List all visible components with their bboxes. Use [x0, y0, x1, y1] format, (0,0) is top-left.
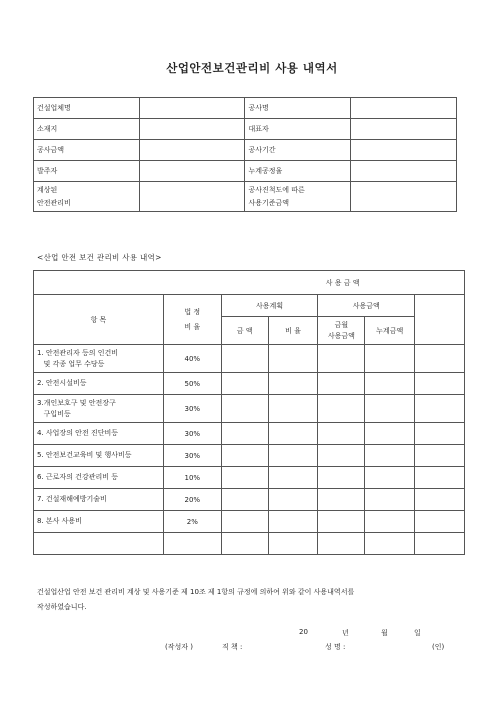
- usage-cell[interactable]: [318, 489, 365, 511]
- info-label: 공사진척도에 따른 사용기준금액: [245, 182, 351, 212]
- usage-cell[interactable]: [415, 345, 465, 373]
- usage-cell[interactable]: [221, 467, 268, 489]
- usage-cell[interactable]: [365, 395, 415, 423]
- usage-rate: 50%: [163, 373, 221, 395]
- usage-cell[interactable]: [221, 511, 268, 533]
- date-day: 일: [414, 629, 421, 637]
- date-year: 20: [299, 628, 308, 636]
- info-value[interactable]: [139, 161, 245, 182]
- usage-cell[interactable]: [268, 423, 318, 445]
- usage-cell[interactable]: [268, 395, 318, 423]
- document-title: 산업안전보건관리비 사용 내역서: [166, 61, 338, 75]
- sign-name: 성 명 :: [325, 643, 346, 651]
- table-row: [34, 423, 465, 445]
- usage-item: 1. 안전관리자 등의 인건비 및 각종 업무 수당등: [34, 345, 164, 373]
- usage-item: 5. 안전보건교육비 및 행사비등: [34, 445, 164, 467]
- info-label: 대표자: [245, 119, 351, 140]
- usage-cell[interactable]: [318, 423, 365, 445]
- usage-item: 6. 근로자의 건강관리비 등: [34, 467, 164, 489]
- used-header: 사용금액: [318, 295, 415, 317]
- usage-rate: 30%: [163, 423, 221, 445]
- usage-rate: 40%: [163, 345, 221, 373]
- info-row: [34, 161, 457, 182]
- usage-cell[interactable]: [268, 445, 318, 467]
- usage-cell[interactable]: [318, 373, 365, 395]
- usage-cell[interactable]: [415, 395, 465, 423]
- usage-cell[interactable]: [415, 373, 465, 395]
- usage-cell[interactable]: [221, 445, 268, 467]
- info-label: 소재지: [34, 119, 140, 140]
- usage-item: 7. 건설재해예방기술비: [34, 489, 164, 511]
- usage-cell[interactable]: [221, 395, 268, 423]
- sign-seal: (인): [432, 643, 445, 651]
- blank-header: [415, 295, 465, 345]
- table-row: [34, 489, 465, 511]
- usage-cell[interactable]: [268, 467, 318, 489]
- sub-header-amount: 금 액: [221, 317, 268, 345]
- date-year-unit: 년: [342, 629, 349, 637]
- table-row: [34, 395, 465, 423]
- usage-rate: 30%: [163, 445, 221, 467]
- info-label: 누계공정율: [245, 161, 351, 182]
- info-value[interactable]: [139, 140, 245, 161]
- rate-header: 법 정 비 율: [163, 295, 221, 345]
- sub-header-total: 누계금액: [365, 317, 415, 345]
- usage-cell[interactable]: [221, 423, 268, 445]
- usage-rate: 2%: [163, 511, 221, 533]
- info-value[interactable]: [139, 119, 245, 140]
- usage-cell[interactable]: [221, 533, 268, 555]
- usage-rate: 30%: [163, 395, 221, 423]
- usage-cell[interactable]: [365, 345, 415, 373]
- info-label: 공사기간: [245, 140, 351, 161]
- info-label: 계상된 안전관리비: [34, 182, 140, 212]
- table-row: [34, 533, 465, 555]
- sub-header-ratio: 비 율: [268, 317, 318, 345]
- usage-cell[interactable]: [318, 467, 365, 489]
- info-label: 공사명: [245, 98, 351, 119]
- usage-header-blank: [34, 271, 222, 295]
- usage-cell[interactable]: [415, 489, 465, 511]
- table-row: [34, 511, 465, 533]
- usage-cell[interactable]: [318, 395, 365, 423]
- section-title: <산업 안전 보건 관리비 사용 내역>: [37, 253, 162, 262]
- usage-cell[interactable]: [415, 467, 465, 489]
- plan-header: 사용계획: [221, 295, 318, 317]
- sign-position: 직 책 :: [222, 643, 243, 651]
- info-value[interactable]: [139, 182, 245, 212]
- info-label: 건설업체명: [34, 98, 140, 119]
- usage-cell[interactable]: [318, 511, 365, 533]
- usage-cell[interactable]: [318, 533, 365, 555]
- usage-cell[interactable]: [365, 489, 415, 511]
- info-value[interactable]: [351, 119, 457, 140]
- table-row: [34, 445, 465, 467]
- info-value[interactable]: [351, 98, 457, 119]
- info-row: [34, 140, 457, 161]
- usage-cell[interactable]: [415, 533, 465, 555]
- usage-cell[interactable]: [221, 373, 268, 395]
- info-label: 공사금액: [34, 140, 140, 161]
- usage-cell[interactable]: [365, 533, 415, 555]
- usage-cell[interactable]: [365, 467, 415, 489]
- sign-author: (작성자 ): [165, 643, 193, 651]
- usage-cell[interactable]: [365, 511, 415, 533]
- usage-item: [34, 533, 164, 555]
- sub-header-month: 금월 사용금액: [318, 317, 365, 345]
- usage-rate: 10%: [163, 467, 221, 489]
- usage-cell[interactable]: [415, 445, 465, 467]
- item-header: 항 목: [34, 295, 164, 345]
- usage-cell[interactable]: [415, 423, 465, 445]
- table-row: [34, 373, 465, 395]
- info-table: [33, 97, 457, 212]
- usage-cell[interactable]: [268, 533, 318, 555]
- usage-item: 8. 본사 사용비: [34, 511, 164, 533]
- usage-cell[interactable]: [268, 489, 318, 511]
- info-row: [34, 119, 457, 140]
- usage-cell[interactable]: [415, 511, 465, 533]
- usage-cell[interactable]: [221, 489, 268, 511]
- usage-cell[interactable]: [365, 423, 415, 445]
- info-row: [34, 98, 457, 119]
- table-row: [34, 345, 465, 373]
- info-value[interactable]: [351, 161, 457, 182]
- usage-cell[interactable]: [318, 345, 365, 373]
- usage-rate: 20%: [163, 489, 221, 511]
- info-value[interactable]: [139, 98, 245, 119]
- usage-rate: [163, 533, 221, 555]
- date-month: 월: [381, 629, 388, 637]
- usage-cell[interactable]: [365, 373, 415, 395]
- usage-item: 3.개인보호구 및 안전장구 구입비등: [34, 395, 164, 423]
- usage-item: 2. 안전시설비등: [34, 373, 164, 395]
- footer-statement: 건설업산업 안전 보건 관리비 계상 및 사용기준 제 10조 제 1항의 규정에 의하여 위와 같이 사용내역서를 작성하였습니다.: [37, 588, 355, 611]
- info-value[interactable]: [351, 140, 457, 161]
- usage-cell[interactable]: [365, 445, 415, 467]
- table-row: [34, 467, 465, 489]
- usage-table: [33, 270, 465, 555]
- usage-cell[interactable]: [318, 445, 365, 467]
- info-row: [34, 182, 457, 212]
- usage-cell[interactable]: [268, 373, 318, 395]
- usage-cell[interactable]: [268, 345, 318, 373]
- usage-cell[interactable]: [268, 511, 318, 533]
- usage-item: 4. 사업장의 안전 진단비등: [34, 423, 164, 445]
- usage-cell[interactable]: [221, 345, 268, 373]
- info-label: 발주자: [34, 161, 140, 182]
- usage-top-header: 사 용 금 액: [221, 271, 464, 295]
- info-value[interactable]: [351, 182, 457, 212]
